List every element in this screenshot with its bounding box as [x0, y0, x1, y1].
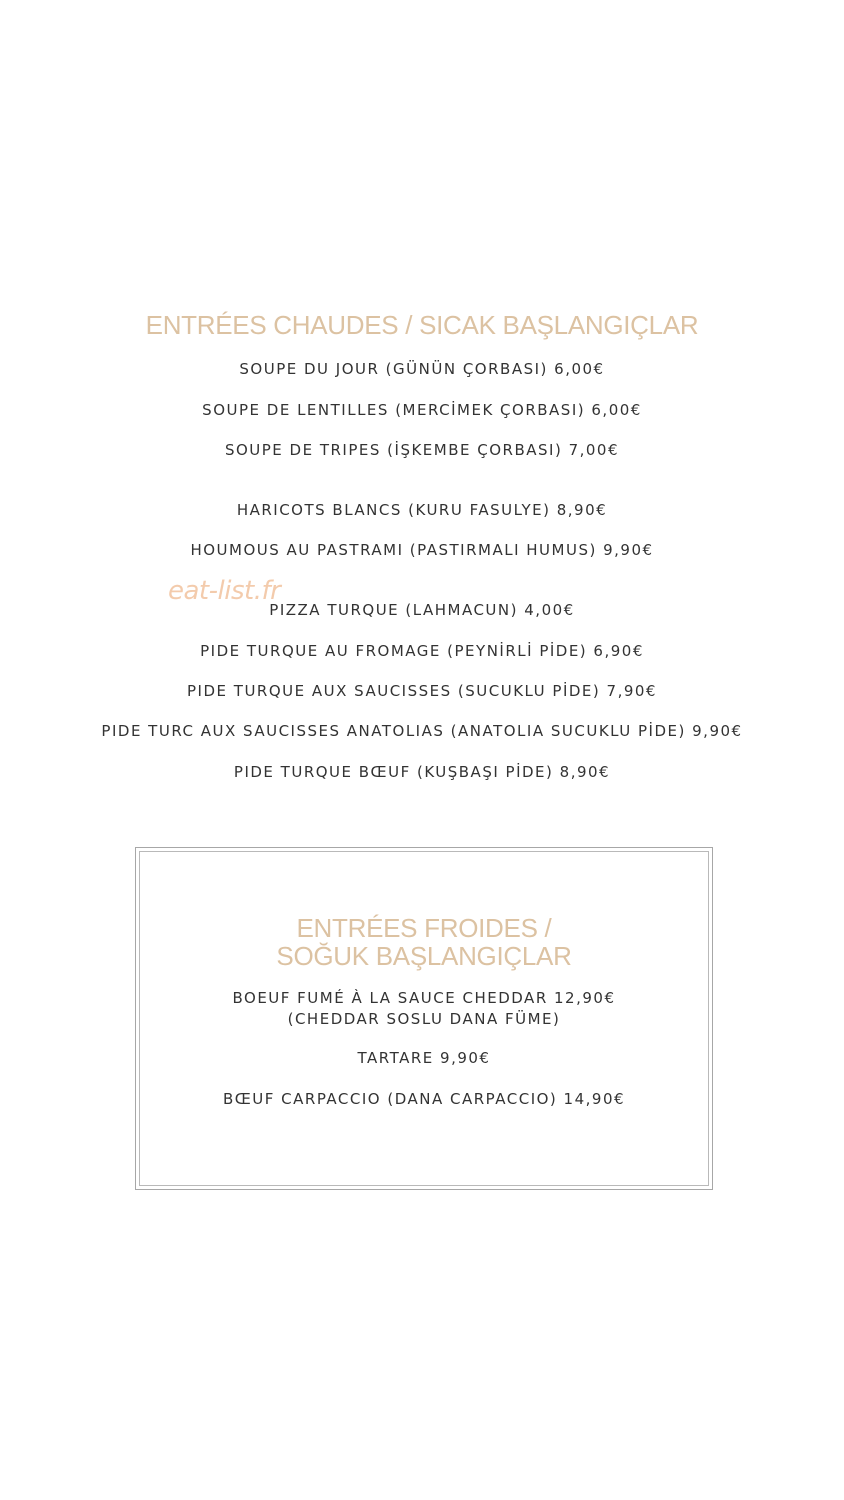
menu-item-houmous-pastrami: HOUMOUS AU PASTRAMI (PASTIRMALI HUMUS) 9,90€ [190, 541, 654, 559]
cold-starters-title-line1: ENTRÉES FROIDES / [296, 913, 552, 943]
menu-item-soupe-lentilles: SOUPE DE LENTILLES (MERCİMEK ÇORBASI) 6,00€ [202, 401, 642, 419]
menu-item-boeuf-carpaccio: BŒUF CARPACCIO (DANA CARPACCIO) 14,90€ [222, 1090, 626, 1108]
menu-item-pizza-turque: PIZZA TURQUE (LAHMACUN) 4,00€ [269, 601, 575, 619]
menu-item-pide-boeuf: PIDE TURQUE BŒUF (KUŞBAŞI PİDE) 8,90€ [233, 763, 611, 781]
menu-item-soupe-du-jour: SOUPE DU JOUR (GÜNÜN ÇORBASI) 6,00€ [239, 360, 605, 378]
cold-starters-title-line2: SOĞUK BAŞLANGIÇLAR [276, 941, 572, 971]
hot-starters-title: ENTRÉES CHAUDES / SICAK BAŞLANGIÇLAR [145, 310, 699, 340]
menu-item-pide-saucisses: PIDE TURQUE AUX SAUCISSES (SUCUKLU PİDE) 7,90€ [187, 682, 657, 700]
menu-item-haricots-blancs: HARICOTS BLANCS (KURU FASULYE) 8,90€ [236, 501, 608, 519]
menu-item-tartare: TARTARE 9,90€ [357, 1049, 491, 1067]
menu-item-soupe-tripes: SOUPE DE TRIPES (İŞKEMBE ÇORBASI) 7,00€ [224, 441, 620, 459]
menu-item-pide-anatolia: PIDE TURC AUX SAUCISSES ANATOLIAS (ANATOLIA SUCUKLU PİDE) 9,90€ [101, 722, 743, 740]
menu-item-boeuf-fume: BOEUF FUMÉ À LA SAUCE CHEDDAR 12,90€ [232, 989, 616, 1007]
menu-item-boeuf-fume-translation: (CHEDDAR SOSLU DANA FÜME) [287, 1010, 561, 1028]
menu-item-pide-fromage: PIDE TURQUE AU FROMAGE (PEYNİRLİ PİDE) 6,90€ [200, 642, 644, 660]
watermark-logo: eat-list.fr [168, 576, 281, 606]
